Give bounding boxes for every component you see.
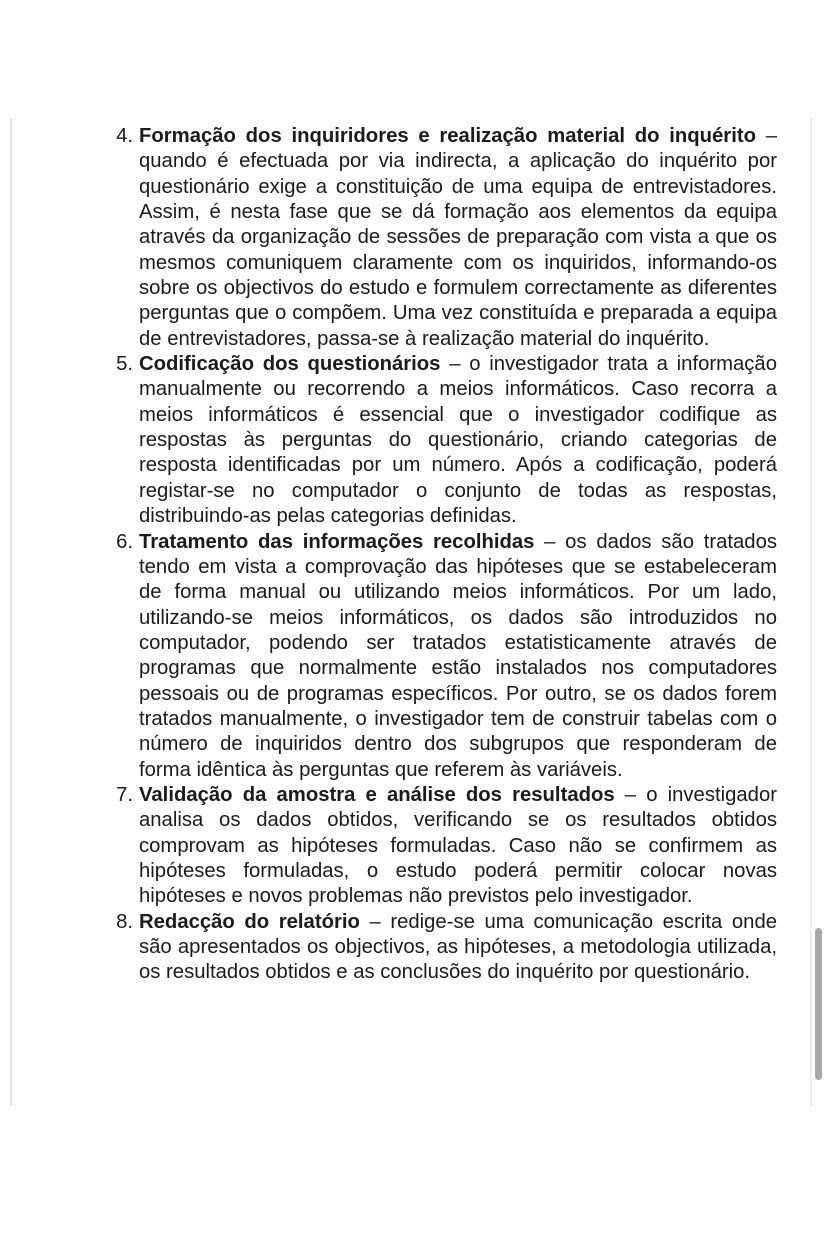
list-item-number: 8. xyxy=(116,910,133,933)
list-item-lead: Formação dos inquiridores e realização material do inquérito xyxy=(139,125,756,147)
vertical-scrollbar-thumb[interactable] xyxy=(815,928,822,1080)
list-item-text xyxy=(139,530,777,783)
list-item-text xyxy=(139,352,777,529)
list-item xyxy=(105,783,777,910)
list-item-lead: Tratamento das informações recolhidas xyxy=(139,530,535,553)
list-item xyxy=(105,910,777,986)
list-item-body: – o investigador analisa os dados obtidos, verificando se os resultados obtidos comprovam as hipóteses formuladas. Caso não se confirmem as hipóteses formuladas, o estudo poderá permitir colocar novas hipóteses e novos problemas não previstos pelo investigador. xyxy=(139,783,777,908)
list-item xyxy=(105,530,777,783)
list-item-text xyxy=(139,124,777,352)
list-item xyxy=(105,352,777,529)
list-item-body: – quando é efectuada por via indirecta, a aplicação do inquérito por questionário exige a constituição de uma equipa de entrevistadores. Assim, é nesta fase que se dá formação aos elementos da equipa através da organização de sessões de preparação com vista a que os mesmos comuniquem claramente com os inquiridos, informando-os sobre os objectivos do estudo e formulem correctamente as diferentes perguntas que o compõem. Uma vez constituída e preparada a equipa de entrevistadores, passa-se à realização material do inquérito. xyxy=(139,125,777,350)
list-item-body: – os dados são tratados tendo em vista a comprovação das hipóteses que se estabeleceram de forma manual ou utilizando meios informáticos. Por um lado, utilizando-se meios informáticos, os dados são introduzidos no computador, podendo ser tratados estatisticamente através de programas que normalmente estão instalados nos computadores pessoais ou de programas específicos. Por outro, se os dados forem tratados manualmente, o investigador tem de construir tabelas com o número de inquiridos dentro dos subgrupos que responderam de forma idêntica às perguntas que referem às variáveis. xyxy=(139,530,777,781)
list-item-lead: Redacção do relatório xyxy=(139,910,360,933)
list-item-text xyxy=(139,783,777,910)
numbered-steps-list xyxy=(105,124,777,986)
list-item-text xyxy=(139,910,777,986)
list-item-body: – o investigador trata a informação manualmente ou recorrendo a meios informáticos. Caso recorra a meios informáticos é essencial que o investigador codifique as respostas às perguntas do questionário, criando categorias de resposta identificadas por um número. Após a codificação, poderá registar-se no computador o conjunto de todas as respostas, distribuindo-as pelas categorias definidas. xyxy=(139,353,777,528)
list-item-number: 4. xyxy=(116,125,133,147)
list-item-number: 5. xyxy=(116,353,133,376)
list-item-number: 6. xyxy=(116,530,133,553)
list-item-number: 7. xyxy=(116,783,133,806)
list-item-body: – redige-se uma comunicação escrita onde são apresentados os objectivos, as hipóteses, a metodologia utilizada, os resultados obtidos e as conclusões do inquérito por questionário. xyxy=(139,910,777,984)
list-item xyxy=(105,124,777,352)
document-page xyxy=(10,118,812,1106)
list-item-lead: Validação da amostra e análise dos resultados xyxy=(139,783,615,806)
page-content-area xyxy=(105,124,777,986)
list-item-lead: Codificação dos questionários xyxy=(139,353,441,376)
